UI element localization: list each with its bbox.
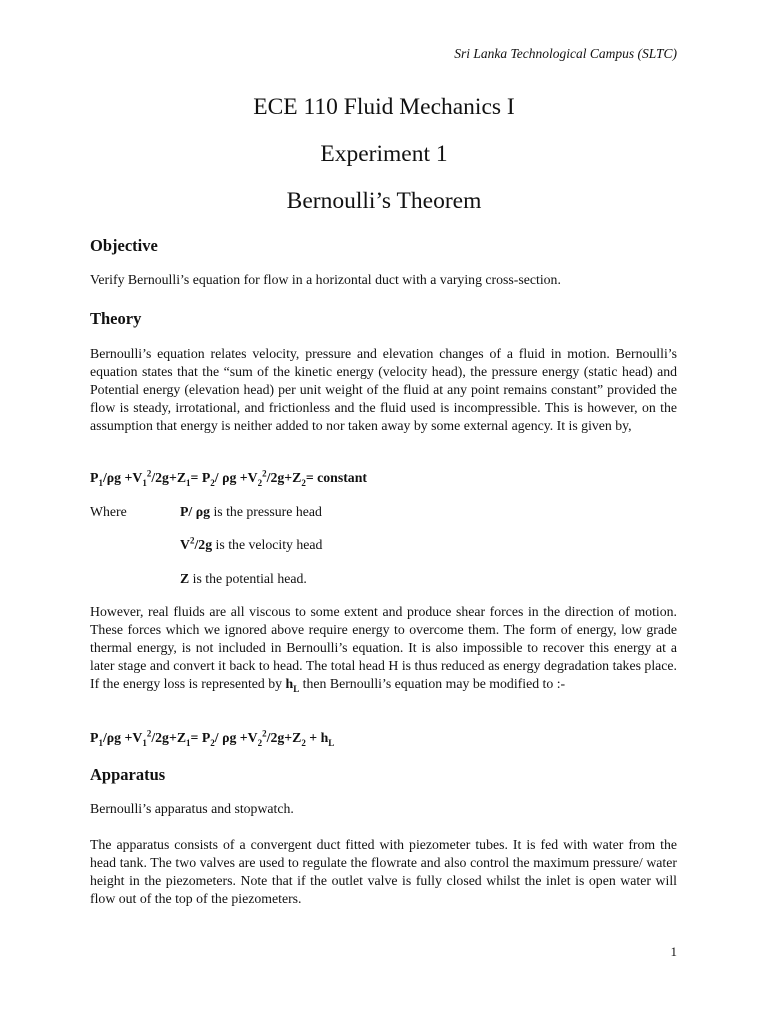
apparatus-line: Bernoulli’s apparatus and stopwatch. [90,801,294,816]
experiment-title: Experiment 1 [320,141,448,167]
modified-bernoulli-equation: $P_1/\rho g +V_1^2/2g+Z_1= P_2/$ $\rho g +V_2^2/2g+Z_2 + h_L$ [90,728,335,748]
velocity-head-definition: $V^2/2g$ is the velocity head [180,535,323,552]
theory-paragraph-1: Bernoulli’s equation relates velocity, pressure and elevation changes of a fluid in motion. Bernoulli’s equation states that the “sum of the kinetic energy (velocity head), the pressure energy (static head) and Potential energy (elevation head) per unit weight of the fluid at any point remains constant” provided the flow is steady, irrotational, and frictionless and the fluid used is incompressible. This is however, on the assumption that energy is neither added to nor taken away by some external agency. It is given by, [90,346,677,433]
potential-head-definition: Z is the potential head. [180,571,307,586]
where-label: Where [90,504,127,519]
objective-heading: Objective [90,236,158,255]
objective-text: Verify Bernoulli’s equation for flow in a horizontal duct with a varying cross-section. [90,272,561,287]
theorem-title: Bernoulli’s Theorem [286,188,482,214]
apparatus-paragraph: The apparatus consists of a convergent duct fitted with piezometer tubes. It is fed with water from the head tank. The two valves are used to regulate the flowrate and also control the maximum pressure/ water height in the piezometers. Note that if the outlet valve is fully closed whilst the inlet is open water will flow out of the top of the piezometers. [90,837,677,906]
theory-heading: Theory [90,309,142,328]
pressure-head-definition: P/ ρg is the pressure head [180,504,322,519]
page-number: 1 [670,944,677,959]
bernoulli-equation: $P_1/\rho g +V_1^2/2g+Z_1= P_2/$ $\rho g +V_2^2/2g+Z_2=$ constant [90,468,367,488]
course-title: ECE 110 Fluid Mechanics I [253,94,515,120]
running-header: Sri Lanka Technological Campus (SLTC) [454,46,677,61]
theory-paragraph-2: However, real fluids are all viscous to some extent and produce shear forces in the direction of motion. These forces which we ignored above require energy to overcome them. The form of energy, low grade thermal energy, is not included in Bernoulli’s equation. It is also impossible to recover this energy at a later stage and convert it back to head. The total head H is thus reduced as energy degradation takes place. If the energy loss is represented by $h_L$ then Bernoulli’s equation may be modified to :- [90,604,677,694]
apparatus-heading: Apparatus [90,765,166,784]
